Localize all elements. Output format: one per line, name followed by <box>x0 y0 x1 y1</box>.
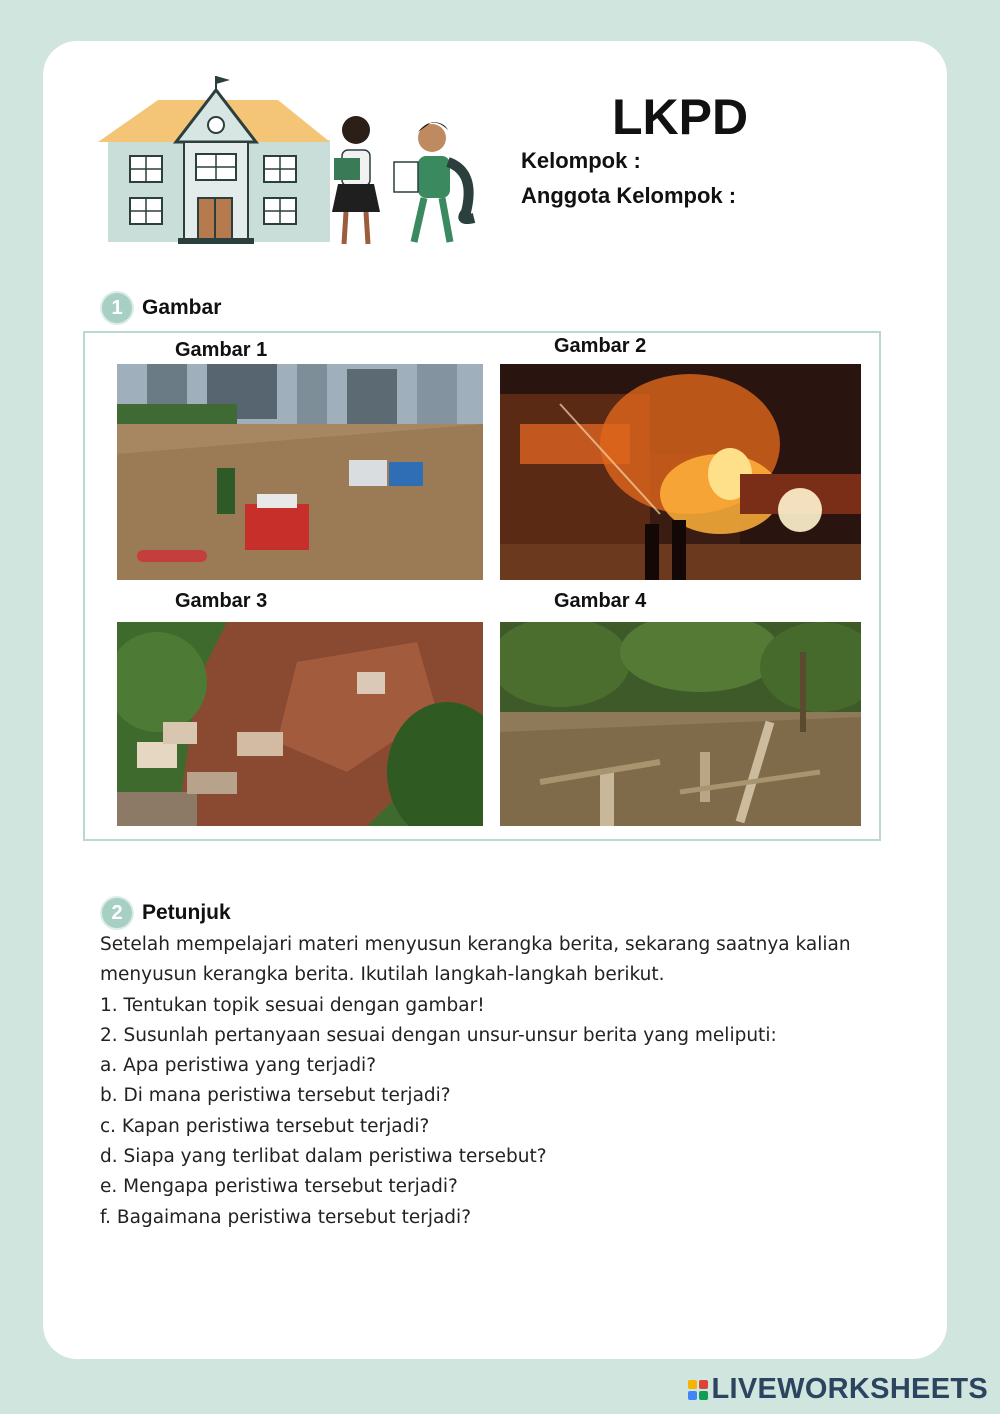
logo-square <box>688 1380 697 1389</box>
logo-squares-icon <box>688 1380 708 1400</box>
brand-name: LIVEWORKSHEETS <box>711 1373 988 1405</box>
deforestation-photo <box>500 622 861 826</box>
fire-photo <box>500 364 861 580</box>
logo-square <box>688 1391 697 1400</box>
members-label: Anggota Kelompok : <box>521 183 737 208</box>
logo-square <box>699 1391 708 1400</box>
instruction-line: menyusun kerangka berita. Ikutilah langkah-langkah berikut. <box>100 964 665 986</box>
section-1-number-badge: 1 <box>102 293 132 323</box>
page-title: LKPD <box>611 89 749 145</box>
caption-image-1: Gambar 1 <box>175 339 268 361</box>
school-illustration <box>98 72 493 256</box>
flood-photo <box>117 364 483 580</box>
caption-image-4: Gambar 4 <box>554 590 647 612</box>
instruction-line: 2. Susunlah pertanyaan sesuai dengan unsur-unsur berita yang meliputi: <box>100 1024 777 1046</box>
instruction-line: e. Mengapa peristiwa tersebut terjadi? <box>100 1176 458 1198</box>
liveworksheets-logo[interactable] <box>688 1373 989 1406</box>
caption-image-2: Gambar 2 <box>554 335 647 357</box>
instruction-line: d. Siapa yang terlibat dalam peristiwa tersebut? <box>100 1146 547 1168</box>
instruction-line: f. Bagaimana peristiwa tersebut terjadi? <box>100 1206 472 1228</box>
instruction-line: b. Di mana peristiwa tersebut terjadi? <box>100 1085 451 1107</box>
instruction-line: a. Apa peristiwa yang terjadi? <box>100 1055 377 1077</box>
instruction-line: 1. Tentukan topik sesuai dengan gambar! <box>100 994 485 1016</box>
section-1-title: Gambar <box>142 296 222 319</box>
section-2-title: Petunjuk <box>142 901 231 924</box>
instruction-line: Setelah mempelajari materi menyusun kerangka berita, sekarang saatnya kalian <box>100 934 851 955</box>
instructions-text <box>100 930 900 1233</box>
instruction-line: c. Kapan peristiwa tersebut terjadi? <box>100 1115 430 1137</box>
logo-square <box>699 1380 708 1389</box>
caption-image-3: Gambar 3 <box>175 590 268 612</box>
group-label: Kelompok : <box>521 148 641 173</box>
section-2-number-badge: 2 <box>102 898 132 928</box>
landslide-photo <box>117 622 483 826</box>
